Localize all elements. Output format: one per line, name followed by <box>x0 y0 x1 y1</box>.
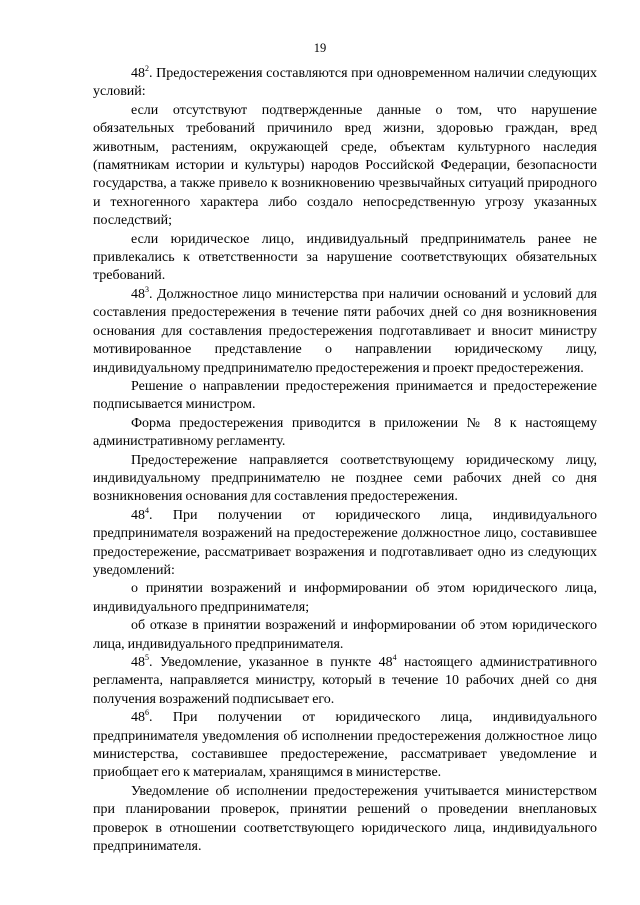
clause-superscript: 2 <box>145 64 149 73</box>
paragraph-text: Решение о направлении предостережения принимается и предостережение подписывается министром. <box>93 378 597 413</box>
document-body <box>93 65 597 856</box>
page-number: 19 <box>313 41 327 55</box>
paragraph-text: Предостережения составляются при одновременном наличии следующих условий: <box>93 66 597 100</box>
reference-superscript: 4 <box>392 653 397 662</box>
clause-number: 48 <box>131 286 145 302</box>
paragraph-text: Должностное лицо министерства при наличии оснований и условий для составления предостережения в течение пяти рабочих дней со дня возникновения основания для составления предостережения подготавливает и вносит министру мотивированное представление о направлении юридическому лицу, индивидуальному предпринимателю предостережения и проект предостережения. <box>93 286 597 376</box>
paragraph-48-3: $48^3$. Должностное лицо министерства при наличии оснований и условий для составления предостережения в течение пяти рабочих дней со дня возникновения основания для составления предостережения подготавливает и вносит министру мотивированное представление о направлении юридическому лицу, индивидуальному предпринимателю предостережения и проект предостережения. <box>93 284 597 376</box>
paragraph-text: Предостережение направляется соответствующему юридическому лицу, индивидуальному предпринимателю не позднее семи рабочих дней со дня возникновения основания для составления предостережения. <box>93 452 597 505</box>
paragraph-48-5: $48^5$. Уведомление, указанное в пункте $48^4$ настоящего административного регламента, направляется министру, который в течение 10 рабочих дней со дня получения возражений подписывает его. <box>93 653 598 707</box>
paragraph-text: Уведомление об исполнении предостережения учитывается министерством при планировании проверок, принятии решений о проведении внеплановых проверок в отношении соответствующего юридического лица, индивидуального предпринимателя. <box>93 783 597 855</box>
paragraph-text: о принятии возражений и информировании об этом юридического лица, индивидуального предпринимателя; <box>93 581 597 615</box>
paragraph-text: если юридическое лицо, индивидуальный предприниматель ранее не привлекались к ответственности за нарушение соответствующих обязательных требований. <box>93 231 597 284</box>
paragraph-48-2: $48^2$. Предостережения составляются при одновременном наличии следующих условий: <box>93 64 597 100</box>
clause-number: 48 <box>131 507 145 523</box>
paragraph-decision <box>93 378 597 415</box>
paragraph-text-continued: настоящего административного регламента, направляется министру, который в течение 10 рабочих дней со дня получения возражений подписывает его. <box>93 655 598 707</box>
paragraph-form <box>93 415 597 452</box>
paragraph-48-6: $48^6$. При получении от юридического лица, индивидуального предпринимателя уведомления об исполнении предостережения должностное лицо министерства, составившее предостережение, рассматривает уведомление и приобщает его к материалам, хранящимся в министерстве. <box>93 708 597 781</box>
clause-number: 48 <box>131 66 145 81</box>
paragraph-48-4: $48^4$. При получении от юридического лица, индивидуального предпринимателя возражений на предостережение должностное лицо, составившее предостережение, рассматривает возражения и подготавливает одно из следующих уведомлений: <box>93 505 597 578</box>
paragraph-text: об отказе в принятии возражений и информировании об этом юридического лица, индивидуального предпринимателя. <box>93 618 597 652</box>
clause-superscript: 5 <box>145 653 149 662</box>
paragraph-text: если отсутствуют подтвержденные данные о том, что нарушение обязательных требований причинило вред жизни, здоровью граждан, вред животным, растениям, окружающей среде, объектам культурного наследия (памятникам истории и культуры) народов Российской Федерации, безопасности государства, а также привело к возникновению чрезвычайных ситуаций природного и техногенного характера либо создало непосредственную угрозу указанных последствий; <box>93 102 597 229</box>
paragraph-accounting <box>93 783 597 857</box>
clause-number: 48 <box>131 655 145 670</box>
paragraph-text: Уведомление, указанное в пункте 48 <box>159 655 393 670</box>
clause-number: 48 <box>131 710 145 726</box>
paragraph-sending <box>93 452 597 507</box>
paragraph-text: Форма предостережения приводится в приложении № 8 к настоящему административному регламенту. <box>93 415 597 450</box>
paragraph-condition-2 <box>93 231 597 286</box>
paragraph-text: При получении от юридического лица, индивидуального предпринимателя уведомления об исполнении предостережения должностное лицо министерства, составившее предостережение, рассматривает уведомление и приобщает его к материалам, хранящимся в министерстве. <box>93 710 597 781</box>
paragraph-notice-reject <box>93 617 597 654</box>
clause-superscript: 4 <box>145 505 149 515</box>
clause-superscript: 3 <box>145 284 149 294</box>
paragraph-notice-accept <box>93 580 597 617</box>
clause-superscript: 6 <box>145 708 149 718</box>
paragraph-text: При получении от юридического лица, индивидуального предпринимателя возражений на предостережение должностное лицо, составившее предостережение, рассматривает возражения и подготавливает одно из следующих уведомлений: <box>93 507 597 578</box>
paragraph-condition-1 <box>93 102 597 231</box>
